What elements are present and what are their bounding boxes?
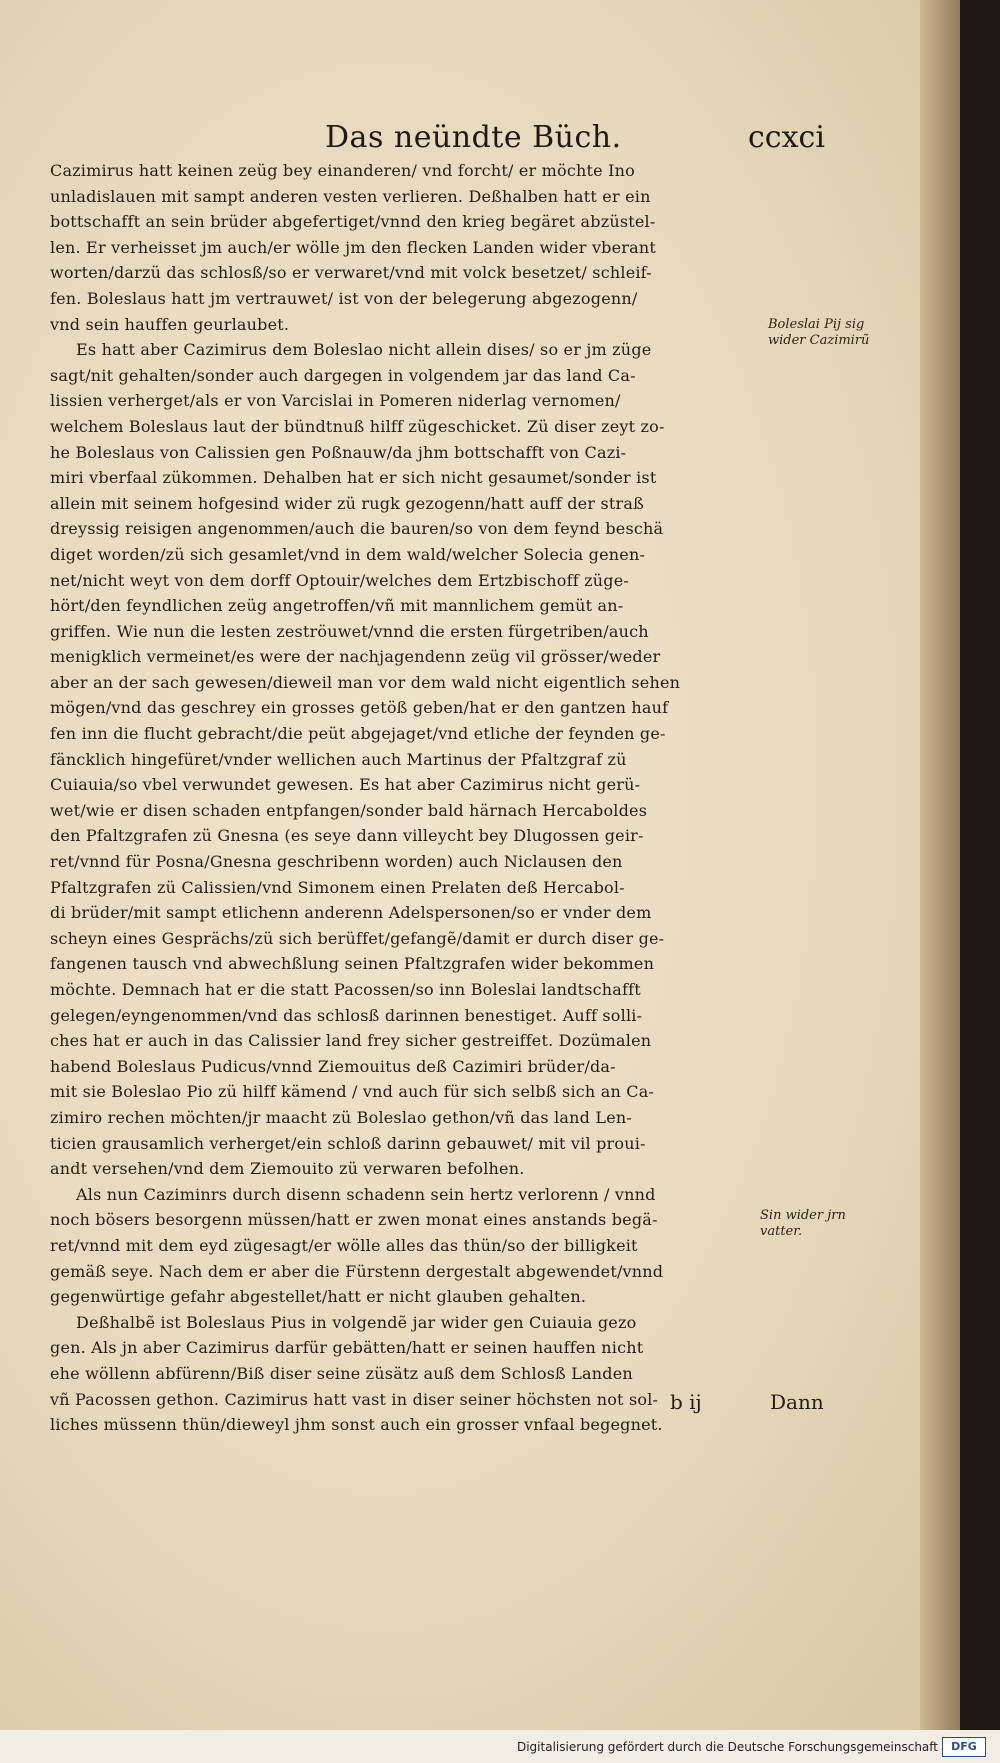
text-line: den Pfaltzgrafen zü Gnesna (es seye dann villeycht bey Dlugossen geir- xyxy=(50,826,644,846)
digitization-credit: Digitalisierung gefördert durch die Deutsche Forschungsgemeinschaft xyxy=(516,1740,938,1754)
text-line: vñ Pacossen gethon. Cazimirus hatt vast in diser seiner höchsten not sol- xyxy=(50,1389,659,1409)
text-line: Pfaltzgrafen zü Calissien/vnd Simonem einen Prelaten deß Hercabol- xyxy=(50,877,625,897)
text-line: miri vberfaal zükommen. Dehalben hat er sich nicht gesaumet/sonder ist xyxy=(50,468,657,488)
text-line: Cuiauia/so vbel verwundet gewesen. Es hat aber Cazimirus nicht gerü- xyxy=(50,775,641,795)
margin-note-2 xyxy=(760,1208,846,1240)
text-line: mit sie Boleslao Pio zü hilff kämend / vnd auch für sich selbß sich an Ca- xyxy=(50,1082,655,1102)
text-line: gelegen/eyngenommen/vnd das schlosß darinnen benestiget. Auff solli- xyxy=(50,1005,643,1025)
text-line: gegenwürtige gefahr abgestellet/hatt er nicht glauben gehalten. xyxy=(50,1287,587,1307)
text-line: net/nicht weyt von dem dorff Optouir/welches dem Ertzbischoff züge- xyxy=(50,570,630,590)
running-header-title: Das neündte Büch. xyxy=(325,120,622,155)
text-line: Es hatt aber Cazimirus dem Boleslao nicht allein dises/ so er jm züge xyxy=(76,340,652,360)
text-line: wet/wie er disen schaden entpfangen/sonder bald härnach Hercaboldes xyxy=(50,800,648,820)
margin-note-1 xyxy=(768,317,869,349)
text-line: gemäß seye. Nach dem er aber die Fürstenn dergestalt abgewendet/vnnd xyxy=(50,1261,664,1281)
text-line: zimiro rechen möchten/jr maacht zü Boleslao gethon/vñ das land Len- xyxy=(50,1107,632,1127)
text-line: ticien grausamlich verherget/ein schloß darinn gebauwet/ mit vil proui- xyxy=(50,1133,646,1153)
text-line: worten/darzü das schlosß/so er verwaret/vnd mit volck besetzet/ schleif- xyxy=(50,263,652,283)
text-line: Deßhalbẽ ist Boleslaus Pius in volgendẽ jar wider gen Cuiauia gezo xyxy=(76,1312,637,1332)
catchword: Dann xyxy=(770,1390,824,1414)
text-line: Als nun Caziminrs durch disenn schadenn sein hertz verlorenn / vnnd xyxy=(76,1184,656,1204)
text-line: hört/den feyndlichen zeüg angetroffen/vñ mit mannlichem gemüt an- xyxy=(50,596,624,616)
text-line: menigklich vermeinet/es were der nachjagendenn zeüg vil grösser/weder xyxy=(50,647,661,667)
text-line: diget worden/zü sich gesamlet/vnd in dem wald/welcher Solecia genen- xyxy=(50,544,646,564)
text-line: gen. Als jn aber Cazimirus darfür gebätten/hatt er seinen hauffen nicht xyxy=(50,1338,644,1358)
margin-note-1-line-2: wider Cazimirũ xyxy=(768,333,870,348)
text-line: he Boleslaus von Calissien gen Poßnauw/da jhm bottschafft von Cazi- xyxy=(50,442,627,462)
text-line: ret/vnnd mit dem eyd zügesagt/er wölle alles das thün/so der billigkeit xyxy=(50,1235,638,1255)
main-text-block xyxy=(50,158,750,1438)
text-line: fen inn die flucht gebracht/die peüt abgejaget/vnd etliche der feynden ge- xyxy=(50,724,666,744)
text-line: aber an der sach gewesen/dieweil man vor dem wald nicht eigentlich sehen xyxy=(50,672,681,692)
text-line: noch bösers besorgenn müssen/hatt er zwen monat eines anstands begä- xyxy=(50,1210,658,1230)
text-line: habend Boleslaus Pudicus/vnnd Ziemouitus deß Cazimiri brüder/da- xyxy=(50,1056,616,1076)
margin-note-1-line-1: Boleslai Pij sig xyxy=(768,317,865,332)
text-line: ehe wöllenn abfürenn/Biß diser seine züsätz auß dem Schlosß Landen xyxy=(50,1363,633,1383)
text-line: liches müssenn thün/dieweyl jhm sonst auch ein grosser vnfaal begegnet. xyxy=(50,1415,663,1435)
text-line: fen. Boleslaus hatt jm vertrauwet/ ist von der belegerung abgezogenn/ xyxy=(50,288,638,308)
text-line: bottschafft an sein brüder abgefertiget/vnnd den krieg begäret abzüstel- xyxy=(50,212,656,232)
text-line: di brüder/mit sampt etlichenn anderenn Adelspersonen/so er vnder dem xyxy=(50,903,652,923)
text-line: scheyn eines Gesprächs/zü sich berüffet/gefangẽ/damit er durch diser ge- xyxy=(50,928,665,948)
text-line: griffen. Wie nun die lesten zeströuwet/vnnd die ersten fürgetriben/auch xyxy=(50,621,649,641)
text-line: len. Er verheisset jm auch/er wölle jm den flecken Landen wider vberant xyxy=(50,237,657,257)
text-line: sagt/nit gehalten/sonder auch dargegen in volgendem jar das land Ca- xyxy=(50,365,636,385)
margin-note-2-line-1: Sin wider jrn xyxy=(760,1208,846,1223)
folio-number: ccxci xyxy=(748,120,825,155)
text-line: möchte. Demnach hat er die statt Pacossen/so inn Boleslai landtschafft xyxy=(50,980,641,999)
margin-note-2-line-2: vatter. xyxy=(760,1224,803,1239)
text-line: welchem Boleslaus laut der bündtnuß hilff zügeschicket. Zü diser zeyt zo- xyxy=(50,416,665,436)
text-line: unladislauen mit sampt anderen vesten verlieren. Deßhalben hatt er ein xyxy=(50,186,651,206)
signature-mark: b ij xyxy=(670,1390,702,1414)
text-line: allein mit seinem hofgesind wider zü rugk gezogenn/hatt auff der straß xyxy=(50,493,644,513)
text-line: vnd sein hauffen geurlaubet. xyxy=(50,314,290,334)
text-line: ret/vnnd für Posna/Gnesna geschribenn worden) auch Niclausen den xyxy=(50,852,623,872)
text-line: fäncklich hingefüret/vnder wellichen auch Martinus der Pfaltzgraf zü xyxy=(50,749,627,769)
text-line: mögen/vnd das geschrey ein grosses getöß geben/hat er den gantzen hauf xyxy=(50,698,669,718)
text-line: lissien verherget/als er von Varcislai in Pomeren niderlag vernomen/ xyxy=(50,391,621,411)
text-line: fangenen tausch vnd abwechßlung seinen Pfaltzgrafen wider bekommen xyxy=(50,954,655,974)
dfg-logo: DFG xyxy=(942,1737,986,1757)
text-line: Cazimirus hatt keinen zeüg bey einanderen/ vnd forcht/ er möchte Ino xyxy=(50,161,635,180)
text-line: ches hat er auch in das Calissier land frey sicher gestreiffet. Dozümalen xyxy=(50,1031,652,1051)
text-line: andt versehen/vnd dem Ziemouito zü verwaren befolhen. xyxy=(50,1159,525,1179)
text-line: dreyssig reisigen angenommen/auch die bauren/so von dem feynd beschä xyxy=(50,519,664,539)
page-edge xyxy=(920,0,960,1730)
